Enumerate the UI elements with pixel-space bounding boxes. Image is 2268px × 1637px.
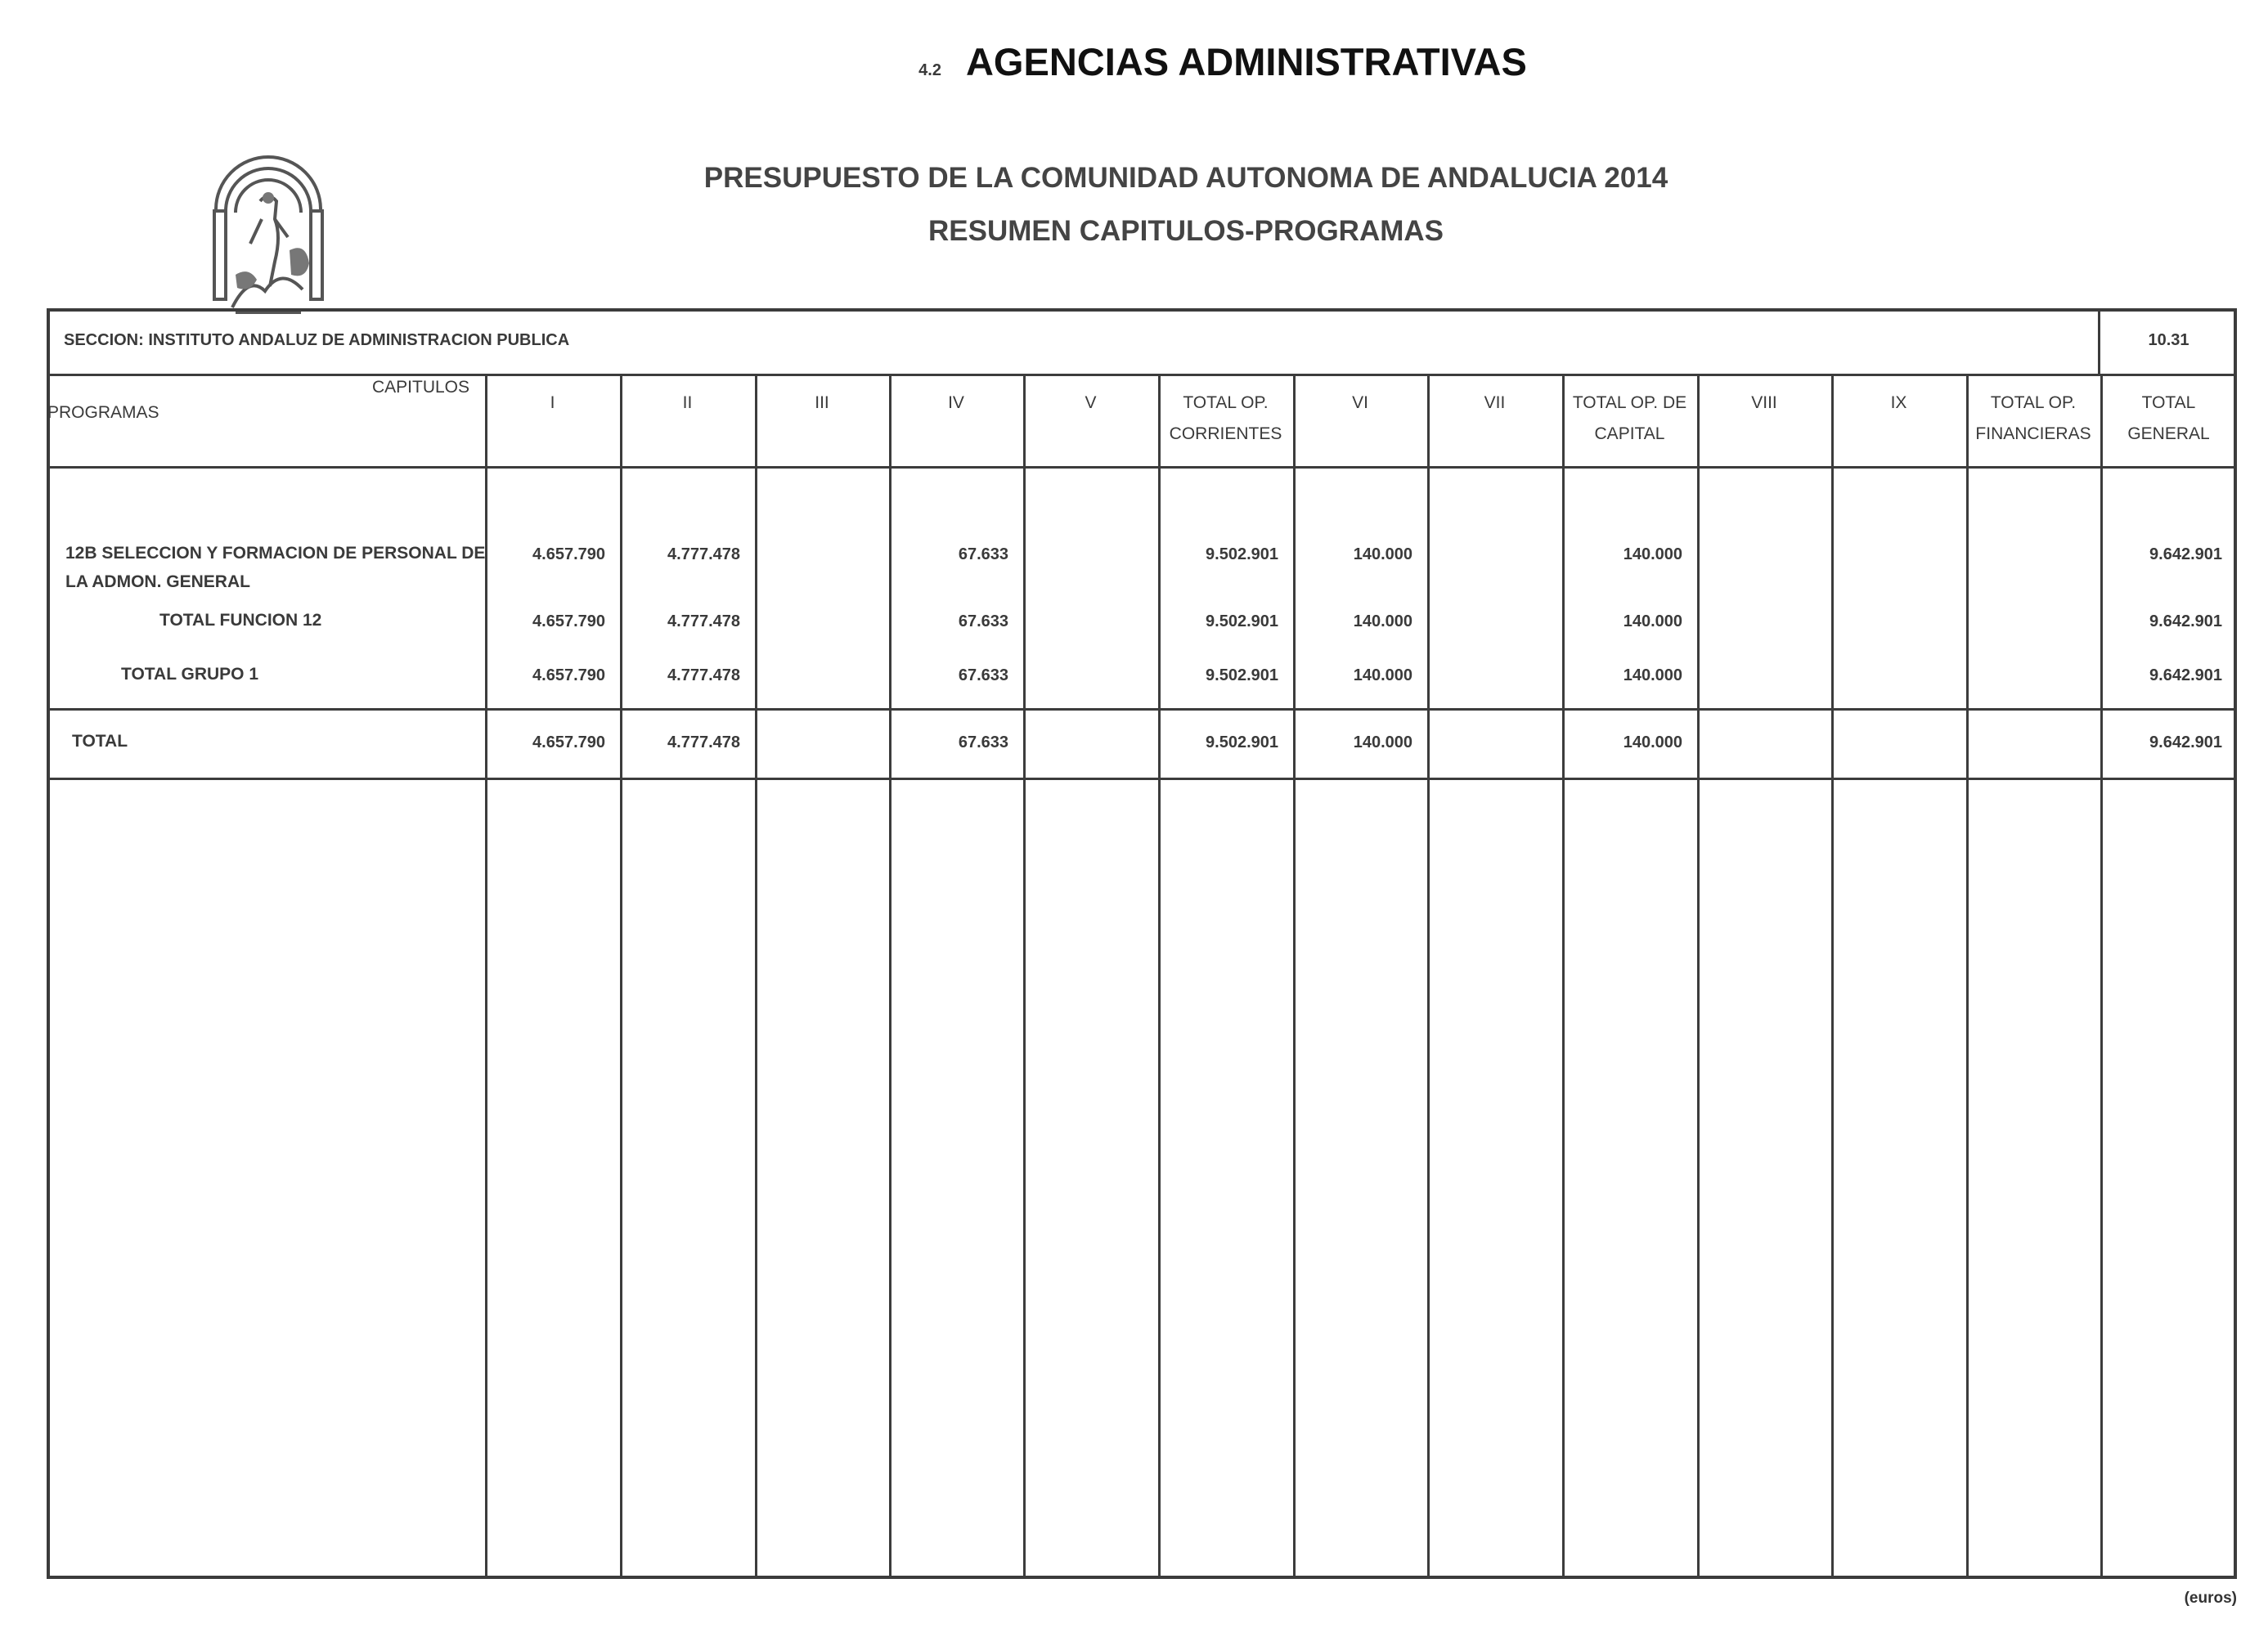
column-header-line2: CAPITAL bbox=[1594, 424, 1665, 443]
column-header-line1: TOTAL OP. bbox=[1183, 393, 1269, 412]
column-header-line1: VI bbox=[1352, 393, 1368, 412]
header-divider bbox=[47, 466, 2237, 469]
page-title bbox=[0, 39, 2268, 84]
column-header-line1: IX bbox=[1890, 393, 1907, 412]
cell-value: 4.657.790 bbox=[532, 733, 605, 751]
row-label: TOTAL FUNCION 12 bbox=[159, 611, 322, 630]
programas-label: PROGRAMAS bbox=[47, 403, 159, 422]
column-divider bbox=[1697, 374, 1700, 1579]
section-code: 10.31 bbox=[2148, 331, 2189, 349]
cell-value: 140.000 bbox=[1353, 733, 1412, 751]
cell-value: 4.657.790 bbox=[532, 545, 605, 563]
cell-value: 9.502.901 bbox=[1206, 612, 1278, 630]
total-divider bbox=[47, 778, 2237, 780]
title-text: AGENCIAS ADMINISTRATIVAS bbox=[965, 40, 1527, 83]
row-label: TOTAL bbox=[72, 732, 128, 751]
capitulos-label: CAPITULOS bbox=[372, 378, 470, 397]
cell-value: 9.642.901 bbox=[2149, 733, 2222, 751]
column-header-line1: TOTAL OP. bbox=[1990, 393, 2077, 412]
cell-value: 140.000 bbox=[1353, 545, 1412, 563]
column-header-line1: IV bbox=[948, 393, 964, 412]
body-divider bbox=[47, 708, 2237, 711]
column-divider bbox=[1966, 374, 1969, 1579]
column-header-line2: CORRIENTES bbox=[1169, 424, 1282, 443]
column-header-line2: GENERAL bbox=[2127, 424, 2210, 443]
budget-subtitle: PRESUPUESTO DE LA COMUNIDAD AUTONOMA DE ANDALUCIA 2014 bbox=[703, 162, 1668, 194]
cell-value: 67.633 bbox=[958, 612, 1008, 630]
row-label: 12B SELECCION Y FORMACION DE PERSONAL DE bbox=[65, 544, 486, 563]
cell-value: 4.777.478 bbox=[667, 612, 740, 630]
cell-value: 4.777.478 bbox=[667, 545, 740, 563]
cell-value: 9.642.901 bbox=[2149, 545, 2222, 563]
column-header-line2: FINANCIERAS bbox=[1975, 424, 2091, 443]
cell-value: 4.777.478 bbox=[667, 733, 740, 751]
column-header-line1: TOTAL bbox=[2141, 393, 2196, 412]
table-frame bbox=[47, 308, 2237, 1579]
cell-value: 140.000 bbox=[1353, 666, 1412, 684]
column-header-line1: III bbox=[815, 393, 829, 412]
cell-value: 140.000 bbox=[1623, 612, 1682, 630]
cell-value: 4.657.790 bbox=[532, 666, 605, 684]
cell-value: 4.777.478 bbox=[667, 666, 740, 684]
summary-subtitle: RESUMEN CAPITULOS-PROGRAMAS bbox=[927, 215, 1444, 247]
column-divider bbox=[1831, 374, 1834, 1579]
cell-value: 140.000 bbox=[1353, 612, 1412, 630]
column-divider bbox=[755, 374, 757, 1579]
section-label: SECCION: INSTITUTO ANDALUZ DE ADMINISTRACION PUBLICA bbox=[64, 331, 570, 349]
column-header-line1: I bbox=[550, 393, 555, 412]
column-header-line1: V bbox=[1085, 393, 1097, 412]
cell-value: 67.633 bbox=[958, 733, 1008, 751]
cell-value: 9.502.901 bbox=[1206, 545, 1278, 563]
column-header-line1: VIII bbox=[1751, 393, 1777, 412]
column-header-line1: II bbox=[682, 393, 693, 412]
column-header-line1: VII bbox=[1484, 393, 1506, 412]
cell-value: 67.633 bbox=[958, 545, 1008, 563]
row-label-continued: LA ADMON. GENERAL bbox=[65, 572, 250, 591]
column-divider bbox=[1427, 374, 1430, 1579]
cell-value: 67.633 bbox=[958, 666, 1008, 684]
andalucia-coat-of-arms-logo bbox=[211, 152, 326, 316]
cell-value: 9.642.901 bbox=[2149, 612, 2222, 630]
cell-value: 140.000 bbox=[1623, 545, 1682, 563]
cell-value: 140.000 bbox=[1623, 666, 1682, 684]
title-number: 4.2 bbox=[918, 61, 941, 79]
currency-note: (euros) bbox=[2184, 1590, 2237, 1607]
column-divider bbox=[1023, 374, 1026, 1579]
row-label: TOTAL GRUPO 1 bbox=[121, 665, 259, 684]
cell-value: 4.657.790 bbox=[532, 612, 605, 630]
cell-value: 9.642.901 bbox=[2149, 666, 2222, 684]
cell-value: 9.502.901 bbox=[1206, 666, 1278, 684]
column-header-line1: TOTAL OP. DE bbox=[1572, 393, 1687, 412]
cell-value: 140.000 bbox=[1623, 733, 1682, 751]
cell-value: 9.502.901 bbox=[1206, 733, 1278, 751]
